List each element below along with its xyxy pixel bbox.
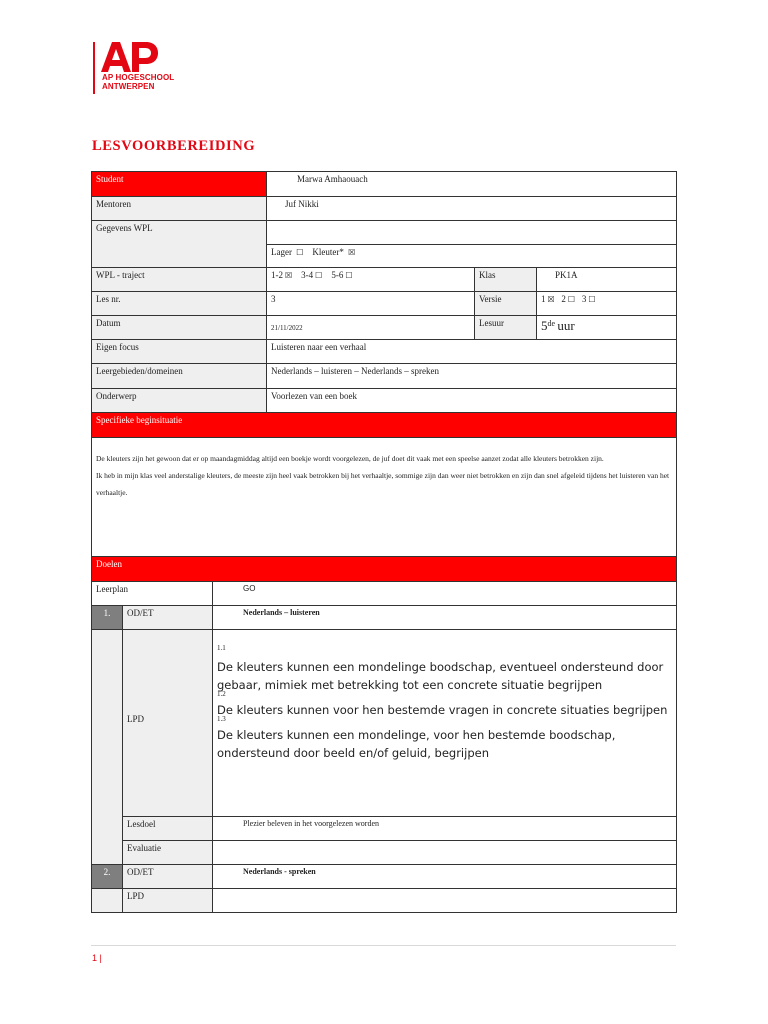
- versie-options: [537, 292, 677, 316]
- traject-option-1: 1-2: [271, 270, 283, 280]
- row-traject: [92, 268, 677, 292]
- goal1-odet-label: OD/ET: [123, 606, 213, 630]
- traject-option-3: 5-6: [331, 270, 344, 280]
- onderwerp-label: Onderwerp: [92, 389, 267, 413]
- leerplan-label: Leerplan: [92, 582, 213, 606]
- kleuter-label: Kleuter*: [312, 247, 344, 257]
- traject-checkbox-1[interactable]: ☒: [285, 271, 293, 280]
- logo-line2: ANTWERPEN: [102, 82, 155, 91]
- goal1-evaluatie-label: Evaluatie: [123, 841, 213, 865]
- traject-option-2: 3-4: [301, 270, 314, 280]
- versie-option-2: 2: [561, 294, 566, 304]
- lpd-item-1-text: De kleuters kunnen een mondelinge boodschap, eventueel ondersteund door gebaar, mimiek met betrekking tot een concrete situatie begrijpen: [217, 660, 664, 692]
- page-heading: LESVOORBEREIDING: [92, 138, 256, 154]
- goal2-lpd-label: LPD: [123, 889, 213, 913]
- lesuur-value[interactable]: [537, 316, 677, 340]
- student-label: Student: [92, 172, 267, 197]
- wpl-label: Gegevens WPL: [92, 221, 267, 268]
- row-focus: [92, 340, 677, 364]
- logo-bar: [93, 42, 95, 94]
- traject-checkbox-3[interactable]: ☐: [345, 271, 353, 280]
- row-doelen-header: [92, 557, 677, 582]
- lager-label: Lager: [271, 247, 292, 257]
- lesuur-label: Lesuur: [475, 316, 537, 340]
- klas-label: Klas: [475, 268, 537, 292]
- row-goal1-odet: [92, 606, 677, 630]
- versie-checkbox-3[interactable]: ☐: [588, 295, 596, 304]
- lpd-item-2-number: 1.2: [217, 690, 226, 698]
- goal2-number: 2.: [92, 865, 123, 889]
- row-domeinen: [92, 364, 677, 389]
- row-goal1-evaluatie: [92, 841, 677, 865]
- datum-label: Datum: [92, 316, 267, 340]
- traject-options: [267, 268, 475, 292]
- row-student: [92, 172, 677, 197]
- versie-option-1: 1: [541, 294, 546, 304]
- lesnr-value[interactable]: 3: [267, 292, 475, 316]
- row-leerplan: [92, 582, 677, 606]
- goal1-lpd-label: LPD: [127, 714, 145, 724]
- domeinen-value[interactable]: Nederlands – luisteren – Nederlands – spreken: [267, 364, 677, 389]
- lpd-item-2-text: De kleuters kunnen voor hen bestemde vragen in concrete situaties begrijpen: [217, 703, 668, 717]
- versie-option-3: 3: [581, 294, 587, 304]
- row-goal2-lpd: [92, 889, 677, 913]
- versie-checkbox-1[interactable]: ☒: [547, 295, 555, 304]
- doelen-header: Doelen: [92, 557, 677, 582]
- lpd-item-3-text: De kleuters kunnen een mondelinge, voor hen bestemde boodschap, ondersteund door beeld en/of geluid, begrijpen: [217, 728, 616, 760]
- row-lesnr: [92, 292, 677, 316]
- row-mentoren: [92, 197, 677, 221]
- traject-checkbox-2[interactable]: ☐: [315, 271, 323, 280]
- goal2-gutter: [92, 889, 123, 913]
- row-onderwerp: [92, 389, 677, 413]
- lpd-item-1-number: 1.1: [217, 644, 226, 652]
- datum-value[interactable]: 21/11/2022: [267, 316, 475, 340]
- page-number: 1 |: [92, 953, 102, 963]
- lesuur-word: uur: [557, 318, 575, 333]
- row-goal2-odet: [92, 865, 677, 889]
- beginsituatie-paragraph-2: Ik heb in mijn klas veel anderstalige kleuters, de meeste zijn heel vaak betrokken bij het verhaaltje, sommige zijn dan weer niet betrokken en zijn dan snel afgeleid tijdens het luisteren van het verhaaltje.: [96, 471, 670, 497]
- lager-checkbox[interactable]: ☐: [296, 248, 304, 257]
- goal1-number: 1.: [92, 606, 123, 630]
- ap-logo: [93, 42, 183, 94]
- beginsituatie-paragraph-1: De kleuters zijn het gewoon dat er op maandagmiddag altijd een boekje wordt voorgelezen, de juf doet dit vaak met een speelse aanzet zodat alle kleuters betrokken zijn.: [96, 454, 604, 463]
- domeinen-label: Leergebieden/domeinen: [92, 364, 267, 389]
- goal1-lesdoel-label: Lesdoel: [123, 817, 213, 841]
- versie-checkbox-2[interactable]: ☐: [567, 295, 576, 304]
- goal1-lpd-label-cell: [123, 630, 213, 817]
- goal2-odet-label: OD/ET: [123, 865, 213, 889]
- beginsituatie-header: Specifieke beginsituatie: [92, 413, 677, 438]
- focus-label: Eigen focus: [92, 340, 267, 364]
- goal1-gutter: [92, 630, 123, 865]
- onderwerp-value[interactable]: Voorlezen van een boek: [267, 389, 677, 413]
- footer-divider: [91, 945, 676, 946]
- lesuur-suffix: de: [547, 319, 556, 328]
- logo-line1: AP HOGESCHOOL: [102, 73, 175, 82]
- mentoren-label: Mentoren: [92, 197, 267, 221]
- row-beginsituatie-header: [92, 413, 677, 438]
- focus-value[interactable]: Luisteren naar een verhaal: [267, 340, 677, 364]
- lesnr-label: Les nr.: [92, 292, 267, 316]
- ap-logo-mark: [101, 42, 159, 72]
- row-beginsituatie-body: [92, 438, 677, 557]
- beginsituatie-body[interactable]: [92, 438, 677, 557]
- lesuur-number: 5: [541, 318, 548, 333]
- student-value[interactable]: Marwa Amhaouach: [267, 172, 677, 197]
- goal1-odet-value[interactable]: Nederlands – luisteren: [213, 606, 677, 630]
- row-wpl: [92, 221, 677, 245]
- goal1-lesdoel-value[interactable]: Plezier beleven in het voorgelezen worden: [213, 817, 677, 841]
- wpl-type-cell: [267, 245, 677, 268]
- goal2-odet-value[interactable]: Nederlands - spreken: [213, 865, 677, 889]
- row-goal1-lpd: [92, 630, 677, 817]
- lesson-form-table: [91, 171, 677, 913]
- klas-value[interactable]: PK1A: [537, 268, 677, 292]
- mentoren-value[interactable]: Juf Nikki: [267, 197, 677, 221]
- goal2-lpd-value[interactable]: [213, 889, 677, 913]
- kleuter-checkbox[interactable]: ☒: [348, 248, 356, 257]
- lpd-item-3-number: 1.3: [217, 715, 226, 723]
- goal1-lpd-list[interactable]: [213, 630, 677, 817]
- versie-label: Versie: [475, 292, 537, 316]
- row-datum: [92, 316, 677, 340]
- leerplan-value[interactable]: GO: [213, 582, 677, 606]
- traject-label: WPL - traject: [92, 268, 267, 292]
- row-goal1-lesdoel: [92, 817, 677, 841]
- wpl-value[interactable]: [267, 221, 677, 245]
- goal1-evaluatie-value[interactable]: [213, 841, 677, 865]
